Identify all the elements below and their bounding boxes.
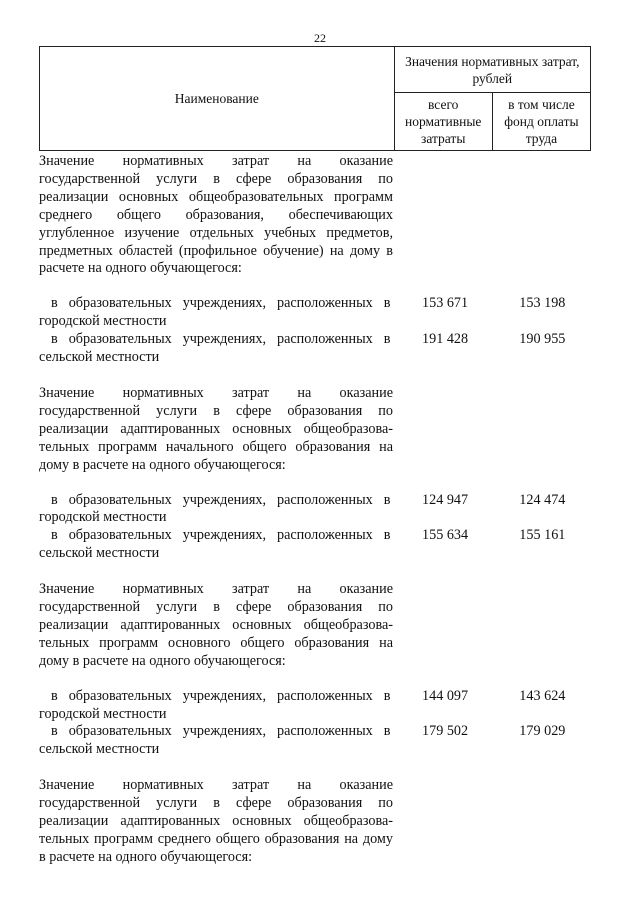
header-values-group: Значения нормативных затрат, рублей bbox=[394, 47, 590, 93]
row-total: 191 428 bbox=[422, 331, 469, 348]
row-fund: 153 198 bbox=[519, 295, 566, 312]
header-col-total: всего нормативные затраты bbox=[394, 93, 492, 151]
row-label: в образовательных учреждениях, расположенных в сельской местности bbox=[39, 331, 391, 366]
header-name: Наименование bbox=[40, 47, 395, 151]
row-label: в образовательных учреждениях, расположенных в городской местности bbox=[39, 491, 391, 526]
row-label: в образовательных учреждениях, расположенных в сельской местности bbox=[39, 723, 391, 758]
row-fund: 124 474 bbox=[519, 491, 566, 508]
row-total: 179 502 bbox=[422, 723, 469, 740]
table-row bbox=[39, 331, 591, 367]
row-total: 124 947 bbox=[422, 491, 469, 508]
page-number: 22 bbox=[314, 31, 326, 45]
row-total: 153 671 bbox=[422, 295, 469, 312]
section bbox=[39, 581, 591, 759]
table-row bbox=[39, 492, 591, 528]
table-header bbox=[39, 46, 591, 151]
table-row bbox=[39, 688, 591, 724]
row-fund: 155 161 bbox=[519, 527, 566, 544]
row-total: 155 634 bbox=[422, 527, 469, 544]
section bbox=[39, 777, 591, 867]
row-fund: 143 624 bbox=[519, 687, 566, 704]
header-col-fund: в том числе фонд оплаты труда bbox=[492, 93, 590, 151]
section-description: Значение нормативных затрат на оказание государственной услуги в сфере образования по реализации адаптированных основных общеобразовательных программ основного общего образования на дому в расчете на одного обучающегося: bbox=[39, 581, 393, 669]
section-description: Значение нормативных затрат на оказание государственной услуги в сфере образования по реализации адаптированных основных общеобразовательных программ начального общего образования на дому в расчете на одного обучающегося: bbox=[39, 384, 393, 473]
table-row bbox=[39, 527, 591, 563]
row-fund: 190 955 bbox=[519, 331, 566, 348]
section bbox=[39, 153, 591, 367]
table-row bbox=[39, 295, 591, 331]
table-body bbox=[39, 153, 591, 885]
section-description: Значение нормативных затрат на оказание государственной услуги в сфере образования по реализации основных общеобразовательных программ среднего общего образования, обеспечивающих углубленное изучение отдельных учебных предметов, предметных областей (профильное обучение) на дому в расчете на одного обучающегося: bbox=[39, 153, 393, 277]
section-description: Значение нормативных затрат на оказание государственной услуги в сфере образования по реализации адаптированных основных общеобразовательных программ среднего общего образования на дому в расчете на одного обучающегося: bbox=[39, 777, 393, 865]
row-label: в образовательных учреждениях, расположенных в городской местности bbox=[39, 687, 391, 722]
table-row bbox=[39, 723, 591, 759]
row-total: 144 097 bbox=[422, 687, 469, 704]
row-fund: 179 029 bbox=[519, 723, 566, 740]
row-label: в образовательных учреждениях, расположенных в сельской местности bbox=[39, 527, 391, 562]
section bbox=[39, 385, 591, 563]
row-label: в образовательных учреждениях, расположенных в городской местности bbox=[39, 295, 391, 330]
